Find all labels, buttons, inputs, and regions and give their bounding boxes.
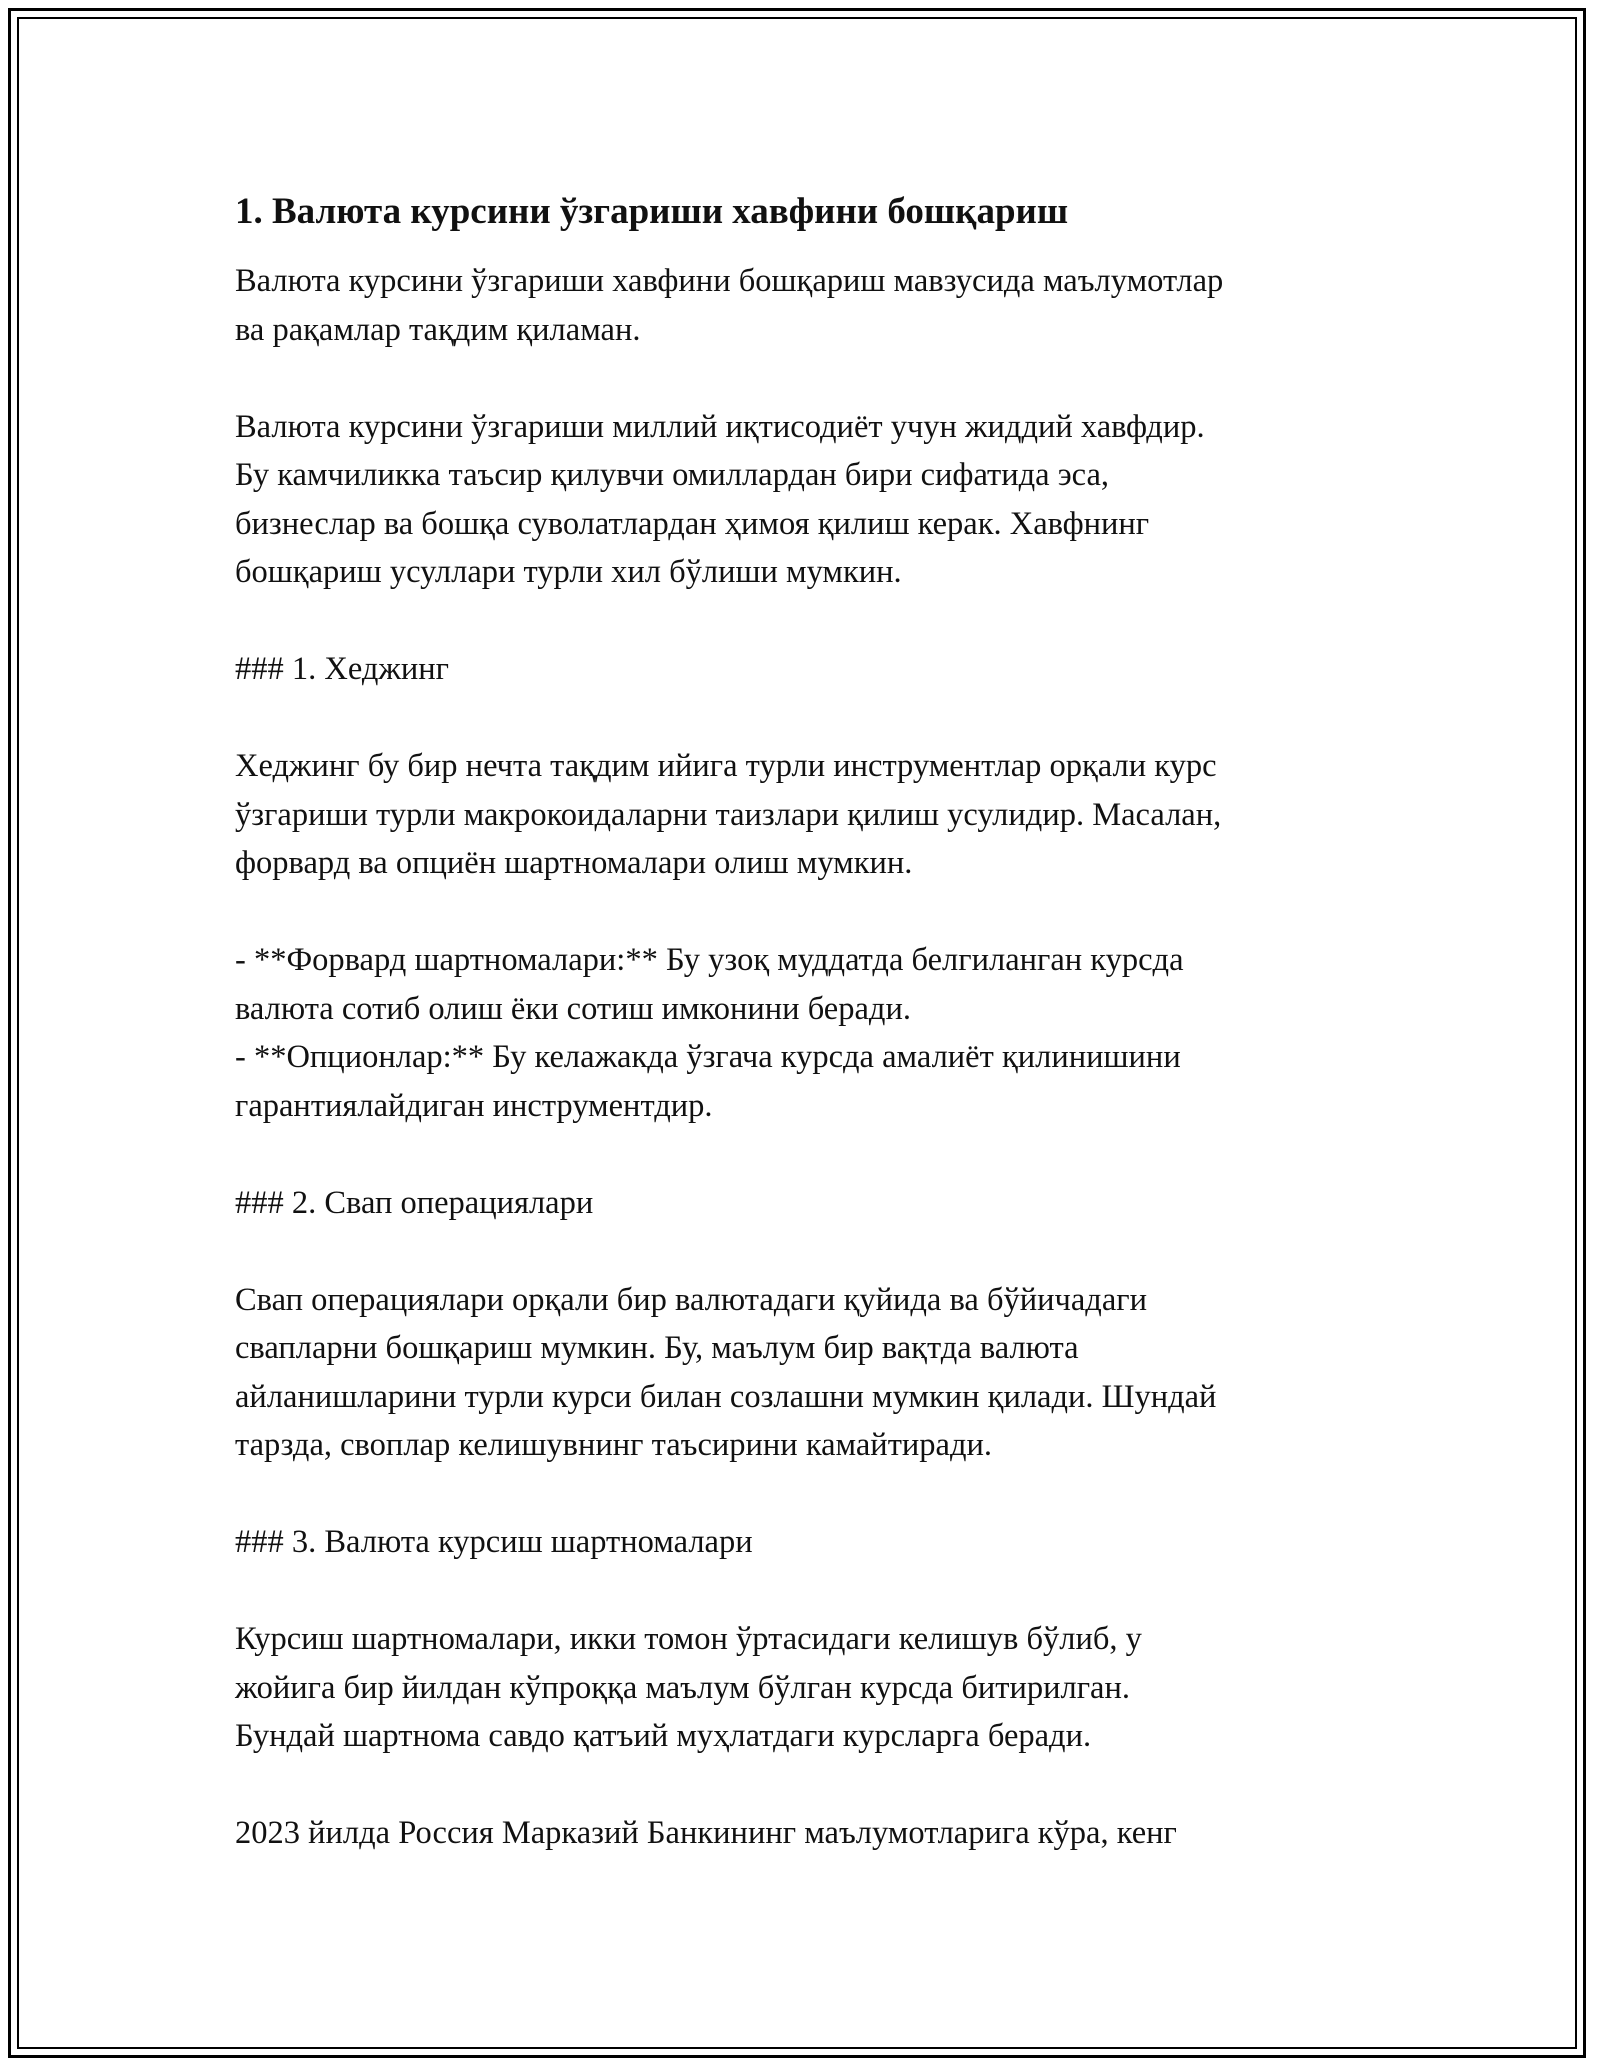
text-line: Бундай шартнома савдо қатъий муҳлатдаги курсларга беради. [235,1718,1092,1754]
text-line: тарзда, своплар келишувнинг таъсирини камайтиради. [235,1427,993,1463]
instrument-list [235,936,1385,1130]
paragraph-risk [235,403,1385,597]
paragraph-swap [235,1276,1385,1470]
document-body [235,187,1385,1906]
section-heading-contracts [235,1518,1385,1567]
list-item-continuation: валюта сотиб олиш ёки сотиш имконини беради. [235,990,911,1027]
paragraph-hedging [235,742,1385,888]
section-heading-hedging [235,645,1385,694]
text-line: Валюта курсини ўзгариши хавфини бошқариш мавзусида маълумотлар [235,263,1224,299]
paragraph-2023 [235,1809,1385,1858]
text-line: Хеджинг бу бир нечта тақдим ийига турли инструментлар орқали курс [235,748,1217,784]
list-item: - **Форвард шартномалари:** Бу узоқ муддатда белгиланган курсда [235,942,1184,978]
section-heading-swap [235,1179,1385,1228]
list-item-continuation: гарантиялайдиган инструментдир. [235,1087,713,1124]
text-line: бизнеслар ва бошқа суволатлардан ҳимоя қилиш керак. Хавфнинг [235,505,1150,542]
intro-paragraph [235,257,1385,354]
text-line: айланишларини турли курси билан созлашни мумкин қилади. Шундай [235,1378,1217,1415]
text-line: ўзгариши турли макрокоидаларни таизлари қилиш усулидир. Масалан, [235,796,1222,833]
section-heading: ### 2. Свап операциялари [235,1184,594,1221]
list-item: - **Опционлар:** Бу келажакда ўзгача курсда амалиёт қилинишини [235,1039,1181,1075]
text-line: бошқариш усуллари турли хил бўлиши мумкин. [235,554,902,590]
text-line: свапларни бошқариш мумкин. Бу, маълум бир вақтда валюта [235,1330,1079,1366]
text-line: форвард ва опциён шартномалари олиш мумкин. [235,845,913,881]
section-heading: ### 1. Хеджинг [235,651,449,687]
text-line: Бу камчиликка таъсир қилувчи омиллардан бири сифатида эса, [235,457,1110,493]
text-line: жойига бир йилдан кўпроққа маълум бўлган курсда битирилган. [235,1669,1130,1706]
text-line: Курсиш шартномалари, икки томон ўртасидаги келишув бўлиб, у [235,1621,1142,1657]
document-title: 1. Валюта курсини ўзгариши хавфини бошқариш [235,191,1069,232]
paragraph-contracts [235,1615,1385,1761]
text-line: ва рақамлар тақдим қиламан. [235,311,641,348]
text-line: 2023 йилда Россия Марказий Банкининг маълумотларига кўра, кенг [235,1815,1177,1851]
text-line: Валюта курсини ўзгариши миллий иқтисодиёт учун жиддий хавфдир. [235,408,1205,445]
section-heading: ### 3. Валюта курсиш шартномалари [235,1524,753,1560]
text-line: Свап операциялари орқали бир валютадаги қуйида ва бўйичадаги [235,1281,1147,1318]
